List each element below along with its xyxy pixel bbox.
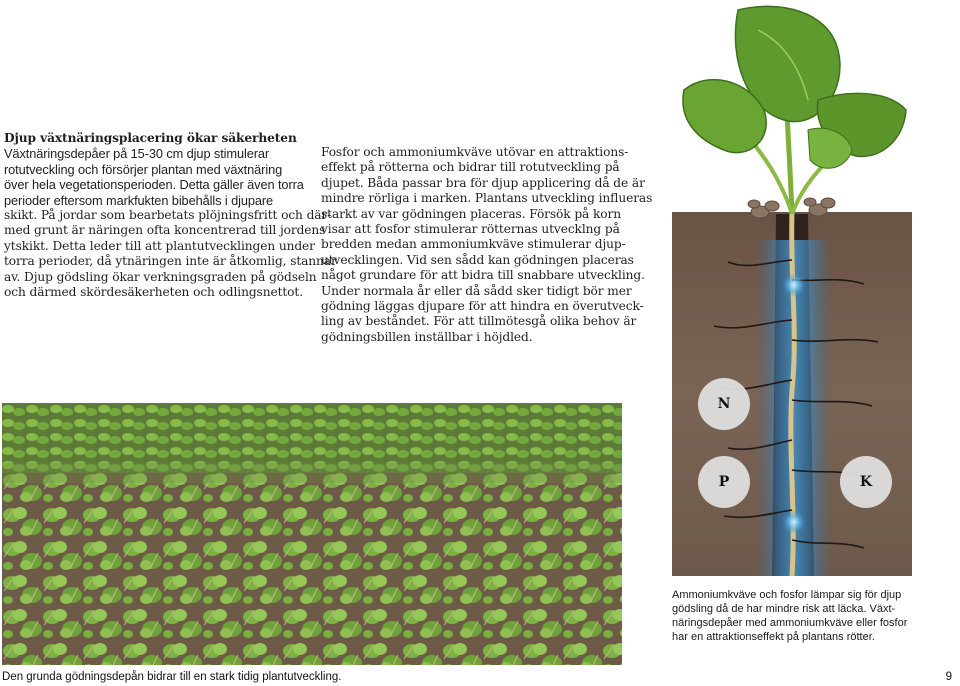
caption-line: har en attraktionseffekt på plantans rötter.	[672, 631, 875, 643]
body-line: utvecklingen. Vid sen sådd kan gödningen placeras	[321, 252, 634, 267]
body-line: djupet. Båda passar bra för djup applicering då de är	[321, 175, 645, 190]
nutrient-badge-p	[698, 456, 750, 508]
column-left-text	[4, 131, 337, 300]
caption-line: gödsling då de har mindre risk att läcka. Växt-	[672, 603, 896, 615]
body-line: gödning läggas djupare för att hindra en överutveck-	[321, 299, 644, 314]
caption-line: näringsdepåer med ammoniumkväve eller fosfor	[672, 617, 908, 629]
caption-line: Ammoniumkväve och fosfor lämpar sig för djup	[672, 589, 902, 601]
seedling-field-image	[2, 403, 622, 665]
nutrient-label: P	[718, 474, 730, 490]
body-line: visar att fosfor stimulerar rötternas utvecklng på	[321, 222, 620, 237]
body-line: perioder eftersom markfukten bibehålls i djupare	[4, 192, 274, 208]
root-illustration	[668, 0, 916, 578]
photo-caption: Den grunda gödningsdepån bidrar till en stark tidig plantutveckling.	[2, 671, 342, 683]
body-line: Fosfor och ammoniumkväve utövar en attraktions-	[321, 145, 629, 159]
body-line: mindre rörliga i marken. Plantans utveckling influeras	[321, 191, 653, 206]
body-line: med grunt är näringen ofta koncentrerad till jordens	[4, 223, 326, 238]
nutrient-badge-n	[698, 378, 750, 430]
body-line: skikt. På jordar som bearbetats plöjningsfritt och där-	[4, 208, 332, 223]
nutrient-depot-lower	[782, 510, 806, 534]
illustration-caption	[672, 588, 922, 644]
body-line: Under normala år eller då sådd sker tidigt bör mer	[321, 283, 632, 298]
body-line: torra perioder, då ytnäringen inte är åtkomlig, stannar	[4, 254, 337, 269]
nutrient-depot-upper	[782, 273, 806, 297]
body-line: något grundare för att bidra till snabbare utveckling.	[321, 268, 645, 283]
body-line: starkt av var gödningen placeras. Försök på korn	[321, 206, 621, 221]
body-line: bredden medan ammoniumkväve stimulerar djup-	[321, 237, 626, 252]
body-line: av. Djup gödsling ökar verkningsgraden på gödseln	[4, 269, 317, 284]
nutrient-badge-k	[840, 456, 892, 508]
column-middle-text	[321, 145, 653, 345]
plant-foliage	[683, 6, 906, 214]
body-line: över hela vegetationsperioden. Detta gäller även torra	[4, 177, 304, 193]
body-line: effekt på rötterna och bidrar till rotutveckling på	[321, 160, 620, 175]
nutrient-label: K	[859, 474, 873, 490]
body-line: ytskikt. Detta leder till att plantutvecklingen under	[4, 238, 315, 253]
field-photo	[2, 403, 622, 665]
section-heading: Djup växtnäringsplacering ökar säkerheten	[4, 131, 297, 145]
body-line: ling av beståndet. För att tillmötesgå olika behov är	[321, 314, 637, 329]
body-line: och därmed skördesäkerheten och odlingsnettot.	[4, 285, 303, 300]
page-number: 9	[945, 671, 952, 683]
body-line: gödningsbillen inställbar i höjdled.	[321, 329, 533, 344]
body-line: rotutveckling och försörjer plantan med växtnäring	[4, 161, 283, 177]
body-line: Växtnäringsdepåer på 15-30 cm djup stimulerar	[4, 146, 270, 162]
nutrient-label: N	[717, 396, 731, 412]
